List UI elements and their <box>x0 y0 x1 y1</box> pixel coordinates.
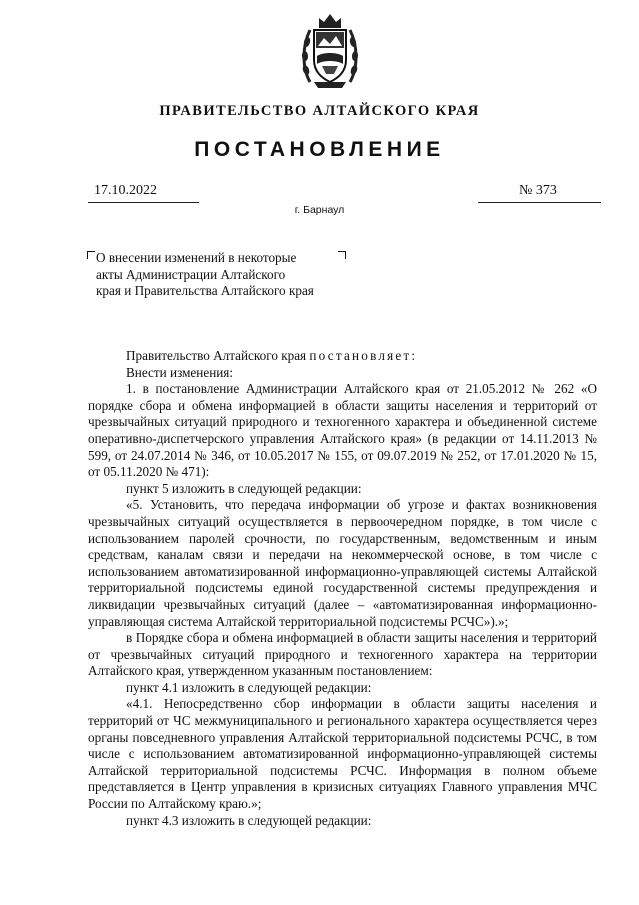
city-label: г. Барнаул <box>294 204 345 216</box>
paragraph: пункт 5 изложить в следующей редакции: <box>126 480 362 496</box>
intro-text: Правительство Алтайского края <box>126 348 310 363</box>
paragraph: пункт 4.1 изложить в следующей редакции: <box>126 679 372 695</box>
paragraph: в Порядке сбора и обмена информацией в области защиты населения и территорий от чрезвычайных ситуаций природного и техногенного характера на территории Алтайского края, утвержденном указанным постановлением: <box>88 630 597 679</box>
paragraph: «4.1. Непосредственно сбор информации в области защиты населения и территорий от ЧС межмуниципального и регионального характера осуществляется через органы повседневного управления Алтайской территориальной подсистемы РСЧС, в том числе с использованием автоматизированной информационно-управляющей системы Алтайской территориальной подсистемы РСЧС. Информация в полном объеме представляется в Центр управления в кризисных ситуациях Главного управления МЧС России по Алтайскому краю.»; <box>88 696 597 812</box>
document-type-title: ПОСТАНОВЛЕНИЕ <box>194 138 445 161</box>
paragraph: 1. в постановление Администрации Алтайского края от 21.05.2012 № 262 «О порядке сбора и обмена информацией в области защиты населения и территорий от чрезвычайных ситуаций природного и техногенного характера и объединенной системе оперативно-диспетчерского управления Алтайского края» (в редакции от 14.11.2013 № 599, от 24.07.2014 № 346, от 10.05.2017 № 155, от 09.07.2019 № 252, от 17.01.2020 № 15, от 05.11.2020 № 471): <box>88 381 597 480</box>
document-date: 17.10.2022 <box>94 183 157 198</box>
subject-line: О внесении изменений в некоторые <box>96 250 297 265</box>
intro-resolves: постановляет: <box>309 348 418 363</box>
intro-paragraph <box>88 348 597 365</box>
document-number: № 373 <box>519 183 557 198</box>
government-title: ПРАВИТЕЛЬСТВО АЛТАЙСКОГО КРАЯ <box>159 103 480 119</box>
coat-of-arms-emblem <box>300 8 360 90</box>
paragraph: Внести изменения: <box>126 364 234 380</box>
paragraph: «5. Установить, что передача информации об угрозе и фактах возникновения чрезвычайных ситуаций осуществляется в первоочередном порядке, в том числе с использованием паролей срочности, по государственным, ведомственным и иным средствам, каналам связи и передачи на некоммерческой основе, в том числе с использованием автоматизированной информационно-управляющей системы Алтайской территориальной подсистемы единой государственной системы предупреждения и ликвидации чрезвычайных ситуаций (далее – «автоматизированная информационно-управляющая система Алтайской территориальной подсистемы РСЧС»).»; <box>88 497 597 629</box>
date-underline <box>88 202 199 203</box>
document-subject <box>96 250 336 300</box>
subject-bracket-left <box>87 251 95 259</box>
subject-line: края и Правительства Алтайского края <box>96 283 314 298</box>
document-body <box>88 348 597 829</box>
subject-bracket-right <box>338 251 346 259</box>
number-underline <box>478 202 601 203</box>
paragraph: пункт 4.3 изложить в следующей редакции: <box>126 812 372 828</box>
subject-line: акты Администрации Алтайского <box>96 266 286 282</box>
